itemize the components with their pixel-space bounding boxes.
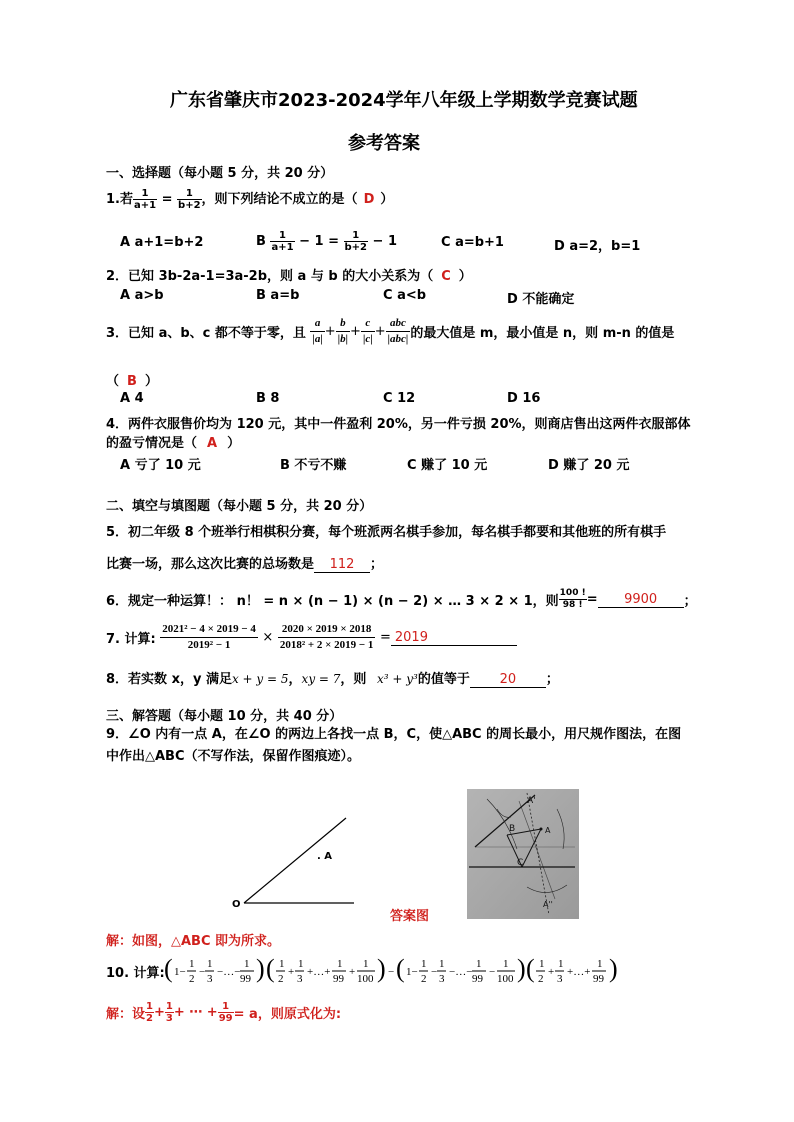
- question-2: 2．已知 3b-2a-1=3a-2b，则 a 与 b 的大小关系为（ C ）: [106, 269, 472, 284]
- answer-figure-caption: 答案图: [390, 909, 430, 924]
- question-10-expression: [162, 953, 632, 989]
- svg-text:(: (: [266, 954, 275, 983]
- option-a: A a+1=b+2: [120, 235, 204, 250]
- option-b: B 8: [256, 391, 280, 406]
- option-d: D 不能确定: [507, 292, 575, 307]
- svg-text:+: +: [548, 966, 555, 978]
- svg-text:): ): [517, 954, 526, 983]
- sketch-label: A: [545, 826, 551, 835]
- option-a: A a>b: [120, 288, 164, 303]
- svg-text:1−: 1−: [174, 966, 186, 978]
- answer-q1: D: [363, 192, 375, 207]
- svg-text:1: 1: [539, 958, 545, 970]
- svg-text:3: 3: [557, 973, 563, 985]
- question-3: 3．已知 a、b、c 都不等于零，且 $\frac{a}{|a|}$ + $\frac{b}{|b|}$ + $\frac{c}{|c|}$ + $\frac{\text{abc}}{\text{|abc|}}$ 的最大值是 m，最小值是 n，则 m-n 的值是: [106, 317, 675, 345]
- page-title: 广东省肇庆市2023-2024学年八年级上学期数学竞赛试题: [170, 90, 638, 111]
- solution-q9: 解：如图，△ABC 即为所求。: [106, 934, 281, 949]
- answer-blank-q7: 2019: [391, 630, 517, 646]
- question-9-line1: 9．∠O 内有一点 A，在∠O 的两边上各找一点 B，C，使△ABC 的周长最小，用尺规作图法，在图: [106, 727, 682, 742]
- fraction: $\frac{100 !}{98 !}$: [559, 588, 586, 610]
- question-7: 7. 计算: $\frac{\text{2021² − 4 × 2019 − 4}}{\text{2019² − 1}}$ × $\frac{2020 \times 2019 \times 2018}{\text{2018² + 2 × 2019 − 1}}$ = 2019: [106, 622, 517, 653]
- svg-text:(: (: [526, 954, 535, 983]
- angle-figure: [230, 812, 360, 912]
- point-o-label: O: [232, 899, 241, 910]
- option-a: A 4: [120, 391, 144, 406]
- answer-q2: C: [441, 269, 451, 284]
- question-10-label: 10. 计算:: [106, 966, 165, 981]
- fraction: $\frac{\text{2021² − 4 × 2019 − 4}}{\text{2019² − 1}}$: [162, 623, 256, 651]
- answer-sketch-photo: [467, 789, 579, 919]
- svg-text:): ): [609, 954, 618, 983]
- fraction: $\frac{c}{|c|}$: [362, 317, 373, 345]
- svg-text:2: 2: [278, 973, 284, 985]
- svg-text:1: 1: [337, 958, 343, 970]
- question-9-line2: 中作出△ABC（不写作法，保留作图痕迹）。: [106, 749, 361, 764]
- svg-text:−: −: [431, 966, 438, 978]
- question-4-line1: 4．两件衣服售价均为 120 元，其中一件盈利 20%，另一件亏损 20%，则商店售出这两件衣服部体: [106, 417, 691, 432]
- svg-text:99: 99: [333, 973, 344, 985]
- svg-text:1: 1: [279, 958, 285, 970]
- svg-text:3: 3: [207, 973, 213, 985]
- sketch-label: A'': [543, 900, 553, 909]
- page-subtitle: 参考答案: [348, 133, 420, 154]
- svg-text:1: 1: [597, 958, 603, 970]
- svg-text:99: 99: [240, 973, 251, 985]
- fraction: $\frac{1}{a+1}$: [133, 188, 157, 211]
- svg-text:99: 99: [593, 973, 604, 985]
- option-d: D a=2，b=1: [554, 239, 641, 254]
- svg-text:1: 1: [503, 958, 509, 970]
- svg-text:99: 99: [472, 973, 483, 985]
- svg-text:+…+: +…+: [307, 966, 331, 978]
- svg-text:−…−: −…−: [449, 966, 473, 978]
- svg-text:3: 3: [439, 973, 445, 985]
- answer-blank-q6: 9900: [598, 592, 684, 608]
- question-5-line1: 5．初二年级 8 个班举行相棋积分赛，每个班派两名棋手参加，每名棋手都要和其他班的所有棋手: [106, 525, 667, 540]
- option-b: B $\frac{1}{a+1}$ − 1 = $\frac{1}{b+2}$ − 1: [256, 230, 397, 253]
- option-b: B a=b: [256, 288, 300, 303]
- option-d: D 16: [507, 391, 541, 406]
- fraction: $\frac{2020 \times 2019 \times 2018}{\text{2018² + 2 × 2019 − 1}}$: [279, 623, 374, 651]
- svg-text:(: (: [396, 954, 405, 983]
- svg-text:−: −: [199, 966, 206, 978]
- svg-text:1−: 1−: [406, 966, 418, 978]
- svg-text:1: 1: [558, 958, 564, 970]
- sketch-label: A': [527, 796, 536, 806]
- fraction: $\frac{b}{|b|}$: [337, 317, 349, 345]
- svg-text:): ): [377, 954, 386, 983]
- svg-text:+…+: +…+: [567, 966, 591, 978]
- option-c: C 12: [383, 391, 416, 406]
- fraction: $\frac{\text{abc}}{\text{|abc|}}$: [387, 317, 409, 345]
- svg-text:+: +: [349, 966, 356, 978]
- svg-text:100: 100: [497, 973, 514, 985]
- option-b: B 不亏不赚: [280, 458, 347, 473]
- svg-text:1: 1: [439, 958, 445, 970]
- svg-text:−: −: [489, 966, 496, 978]
- sketch-label: B: [509, 824, 516, 834]
- svg-text:1: 1: [476, 958, 482, 970]
- answer-line-q3: （ B ）: [106, 374, 158, 389]
- question-5-line2: 比赛一场，那么这次比赛的总场数是 112 ；: [106, 557, 384, 572]
- svg-text:1: 1: [244, 958, 250, 970]
- option-d: D 赚了 20 元: [548, 458, 630, 473]
- svg-text:1: 1: [207, 958, 213, 970]
- svg-text:2: 2: [421, 973, 427, 985]
- option-a: A 亏了 10 元: [120, 458, 201, 473]
- section-heading-fill: 二、填空与填图题（每小题 5 分，共 20 分）: [106, 499, 373, 514]
- section-heading-solve: 三、解答题（每小题 10 分，共 40 分）: [106, 709, 343, 724]
- option-c: C a<b: [383, 288, 427, 303]
- svg-text:3: 3: [297, 973, 303, 985]
- svg-text:1: 1: [421, 958, 427, 970]
- answer-blank-q8: 20: [470, 672, 546, 688]
- svg-text:(: (: [164, 954, 173, 983]
- point-a-label: . A: [317, 851, 333, 862]
- fraction: $\frac{a}{|a|}$: [312, 317, 323, 345]
- svg-text:−…−: −…−: [217, 966, 241, 978]
- answer-blank-q5: 112: [314, 557, 370, 573]
- solution-q10: 解：设 $\frac{1}{2}$ + $\frac{1}{3}$ + ⋯ + $\frac{1}{99}$ = a，则原式化为:: [106, 1001, 342, 1024]
- svg-text:1: 1: [189, 958, 195, 970]
- option-c: C 赚了 10 元: [407, 458, 488, 473]
- svg-text:1: 1: [363, 958, 369, 970]
- fraction: $\frac{1}{b+2}$: [178, 188, 201, 211]
- question-6: 6．规定一种运算！： n！ = n × (n − 1) × (n − 2) × … 3 × 2 × 1，则 $\frac{100 !}{98 !}$ = 9900 ；: [106, 588, 697, 610]
- answer-q4: A: [207, 436, 218, 451]
- svg-text:−: −: [388, 966, 395, 978]
- svg-text:2: 2: [538, 973, 544, 985]
- question-1: 1.若 $\frac{1}{a+1}$ = $\frac{1}{b+2}$ ，则下列结论不成立的是（ D ）: [106, 188, 394, 211]
- svg-text:2: 2: [189, 973, 195, 985]
- svg-text:): ): [256, 954, 265, 983]
- sketch-label: C: [517, 858, 524, 868]
- construction-sketch: [467, 789, 579, 919]
- svg-text:1: 1: [298, 958, 304, 970]
- option-c: C a=b+1: [441, 235, 504, 250]
- svg-text:+: +: [288, 966, 295, 978]
- answer-q3: B: [127, 374, 137, 389]
- question-4-line2: 的盈亏情况是（ A ）: [106, 436, 241, 451]
- svg-text:100: 100: [357, 973, 374, 985]
- section-heading-choice: 一、选择题（每小题 5 分，共 20 分）: [106, 166, 334, 181]
- question-8: 8．若实数 x，y 满足x + y = 5，xy = 7，则 x³ + y³的值等于 20 ；: [106, 672, 559, 687]
